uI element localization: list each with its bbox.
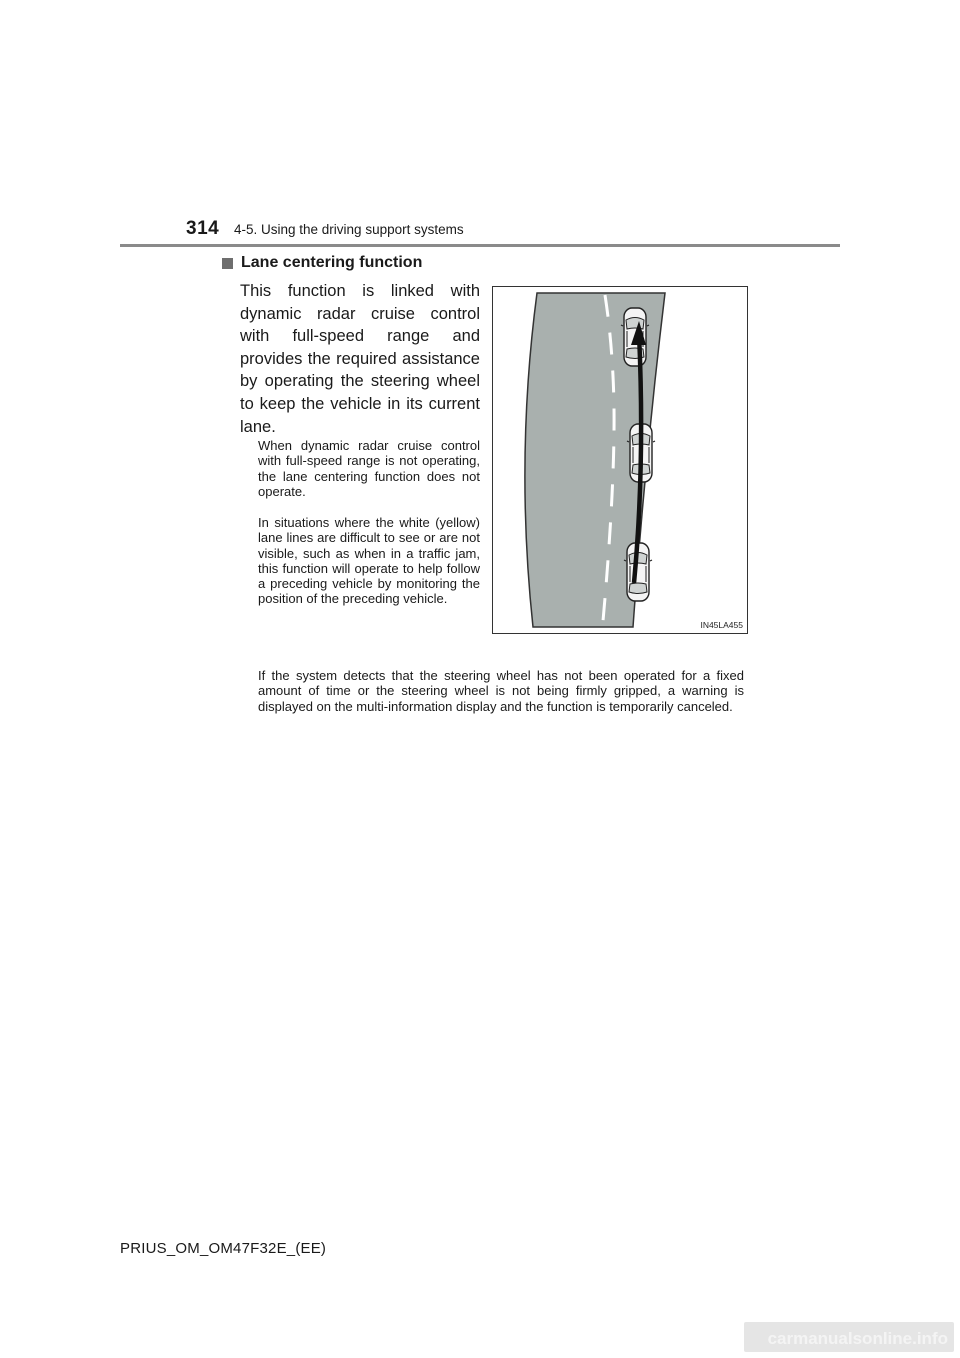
subsection-heading-text: Lane centering function <box>241 254 423 271</box>
note-traffic-jam: In situations where the white (yellow) lane lines are difficult to see or are not visible, such as when in a traffic jam, this function will operate to help follow a preceding vehicle by monitoring the position of the preceding vehicle. <box>258 515 480 607</box>
header-rule <box>120 244 840 247</box>
subsection-heading <box>222 254 422 272</box>
note-dynamic-radar: When dynamic radar cruise control with full-speed range is not operating, the lane centering function does not operate. <box>258 438 480 499</box>
note-steering-warning: If the system detects that the steering wheel has not been operated for a fixed amount of time or the steering wheel is not being firmly gripped, a warning is displayed on the multi-information display and the function is temporarily canceled. <box>258 668 744 714</box>
figure-code: IN45LA455 <box>700 620 743 630</box>
section-title: 4-5. Using the driving support systems <box>234 222 464 237</box>
square-bullet-icon <box>222 258 233 269</box>
document-id: PRIUS_OM_OM47F32E_(EE) <box>120 1240 327 1257</box>
lane-centering-illustration <box>492 286 748 634</box>
page-number: 314 <box>186 218 220 239</box>
road-diagram <box>493 287 747 633</box>
lead-paragraph: This function is linked with dynamic radar cruise control with full-speed range and provides the required assistance by operating the steering wheel to keep the vehicle in its current lane. <box>240 282 480 436</box>
watermark-text: carmanualsonline.info <box>767 1329 948 1348</box>
